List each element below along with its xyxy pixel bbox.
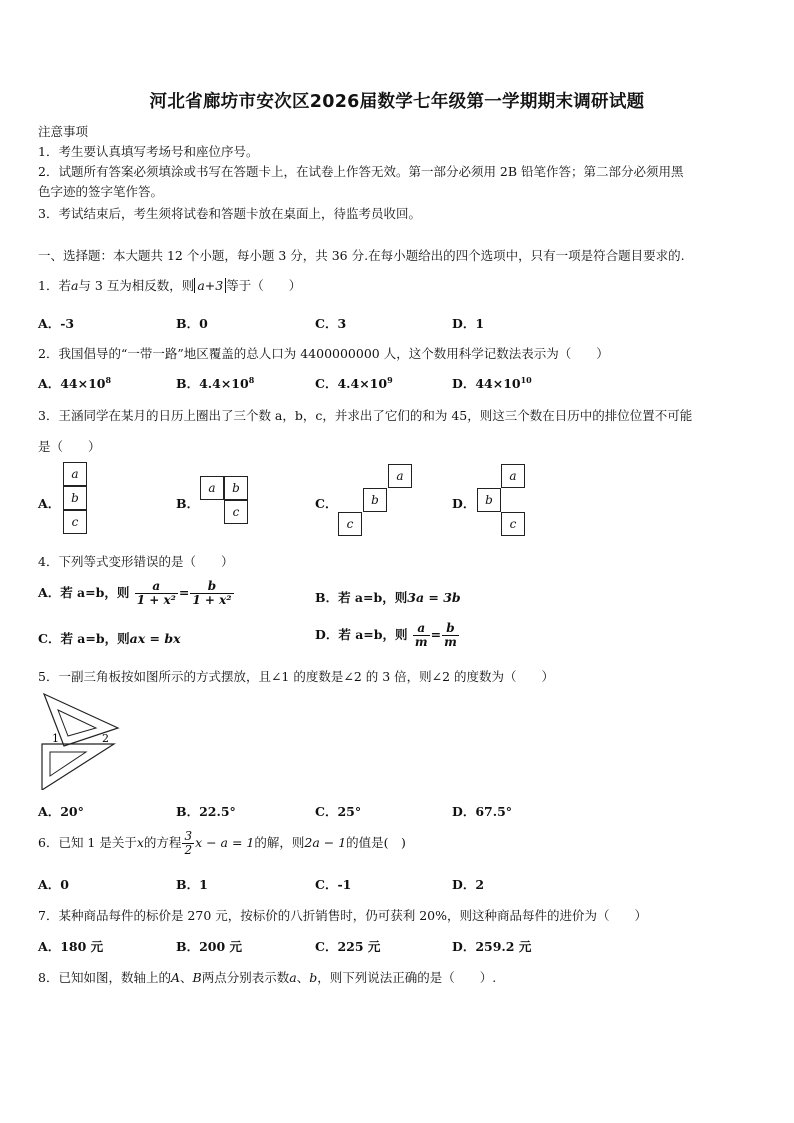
q2-option-c[interactable]: C．$4.4\times 10^9$ [315,374,393,391]
question-3-line1: 3．王涵同学在某月的日历上圈出了三个数 a，b，c，并求出了它们的和为 45，则这三个数在日历中的排位位置不可能 [38,408,693,423]
calendar-cell: c [224,500,248,524]
calendar-cell: a [63,462,87,486]
angle-2-label: 2 [102,732,109,745]
q4-option-c[interactable]: C．若 a=b，则ax = bx [38,631,181,646]
notice-item: 色字迹的签字笔作答。 [38,184,164,199]
q3-option-d[interactable]: D． [452,496,476,511]
notice-heading: 注意事项 [38,124,89,139]
fraction: $\frac{a}{m}$ [414,621,428,649]
q7-option-c[interactable]: C．225 元 [315,939,381,954]
calendar-cell: a [501,464,525,488]
q4-option-b[interactable]: B．若 a=b，则3a = 3b [315,590,461,605]
q5-option-b[interactable]: B．22.5° [176,804,236,819]
calendar-cell: c [501,512,525,536]
question-1 [38,276,301,294]
section-heading: 一、选择题：本大题共 12 个小题，每小题 3 分，共 36 分.在每小题给出的四个选项中，只有一项是符合题目要求的. [38,248,685,263]
q7-option-b[interactable]: B．200 元 [176,939,243,954]
q5-option-a[interactable]: A．20° [38,804,84,819]
q6-option-a[interactable]: A．0 [38,877,69,892]
q7-option-a[interactable]: A．180 元 [38,939,104,954]
q2-option-a[interactable]: A．$44\times 10^8$ [38,374,112,391]
calendar-cell: c [63,510,87,534]
q1-suffix: 等于（ ） [226,278,302,293]
q6-option-b[interactable]: B．1 [176,877,208,892]
q1-prefix: 1．若 [38,278,71,293]
question-8: 8．已知如图，数轴上的A、B两点分别表示数a、b，则下列说法正确的是（ ）. [38,970,497,985]
calendar-cell: b [363,488,387,512]
question-2: 2．我国倡导的“一带一路”地区覆盖的总人口为 4400000000 人，这个数用科学记数法表示为（ ） [38,346,609,361]
page-title: 河北省廊坊市安次区2026届数学七年级第一学期期末调研试题 [149,92,645,112]
calendar-cell: b [224,476,248,500]
q1-option-b[interactable]: B．0 [176,316,208,331]
question-4: 4．下列等式变形错误的是（ ） [38,554,234,569]
q6-option-c[interactable]: C．-1 [315,877,352,892]
q3-option-c[interactable]: C． [315,496,338,511]
question-6: 6．已知 1 是关于x的方程 $\frac{3}{2}$ x − a = 1的解，则2a − 1的值是( ) [38,829,406,857]
q4-option-d[interactable]: D．若 a=b，则 $\frac{a}{m}$ = $\frac{b}{m}$ [315,621,457,649]
notice-item: 3．考试结束后，考生须将试卷和答题卡放在桌面上，待监考员收回。 [38,206,421,221]
fraction: $\frac{b}{m}$ [444,621,457,649]
triangle-rulers-figure [36,690,126,790]
notice-item: 2．试题所有答案必须填涂或书写在答题卡上，在试卷上作答无效。第一部分必须用 2B 铅笔作答；第二部分必须用黑 [38,164,684,179]
fraction: $\frac{a}{\text{1 + x²}}$ [136,579,176,607]
q1-mid: 与 3 互为相反数，则 [78,278,195,293]
q2-option-d[interactable]: D．$44\times 10^{10}$ [452,374,532,391]
fraction: $\frac{3}{2}$ [184,829,193,857]
q1-option-a[interactable]: A．-3 [38,316,75,331]
q4-option-a[interactable]: A．若 a=b，则 $\frac{a}{\text{1 + x²}}$ = $\frac{b}{\text{1 + x²}}$ [38,579,232,607]
q6-option-d[interactable]: D．2 [452,877,485,892]
q1-abs-expr: a+3 [194,278,226,293]
q2-option-b[interactable]: B．$4.4\times 10^8$ [176,374,255,391]
q1-option-c[interactable]: C．3 [315,316,347,331]
q1-option-d[interactable]: D．1 [452,316,485,331]
calendar-cell: b [63,486,87,510]
calendar-cell: b [477,488,501,512]
q1-var: a [70,278,79,293]
notice-item: 1．考生要认真填写考场号和座位序号。 [38,144,259,159]
calendar-cell: a [388,464,412,488]
fraction: $\frac{b}{\text{1 + x²}}$ [192,579,232,607]
q7-option-d[interactable]: D．259.2 元 [452,939,532,954]
calendar-cell: a [200,476,224,500]
question-5: 5．一副三角板按如图所示的方式摆放，且∠1 的度数是∠2 的 3 倍，则∠2 的度数为（ ） [38,669,555,684]
q5-option-c[interactable]: C．25° [315,804,362,819]
question-7: 7．某种商品每件的标价是 270 元，按标价的八折销售时，仍可获利 20%，则这种商品每件的进价为（ ） [38,908,648,923]
q3-option-a[interactable]: A． [38,496,61,511]
calendar-cell: c [338,512,362,536]
angle-1-label: 1 [52,732,59,745]
q5-option-d[interactable]: D．67.5° [452,804,513,819]
question-3-line2: 是（ ） [38,439,101,454]
q3-option-b[interactable]: B． [176,496,200,511]
